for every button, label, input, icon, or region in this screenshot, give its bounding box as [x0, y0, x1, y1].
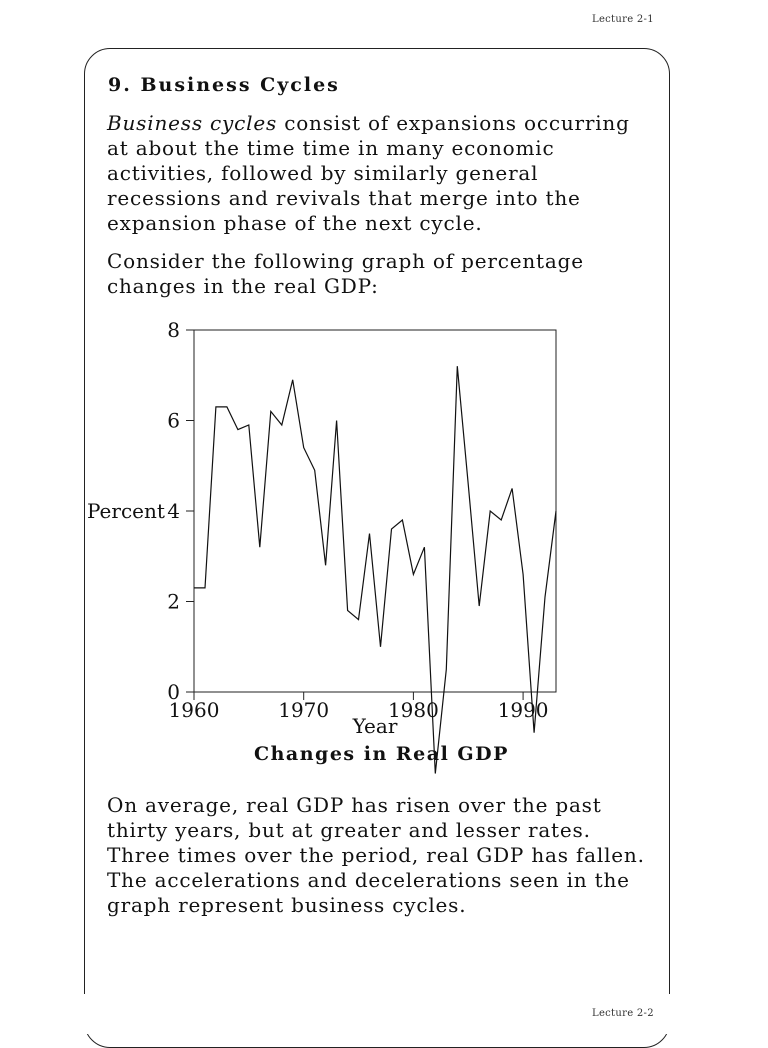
graph-intro-paragraph: Consider the following graph of percentage changes in the real GDP:: [107, 249, 584, 298]
y-axis: [167, 318, 194, 704]
x-axis-label: Year: [352, 714, 398, 738]
y-axis-label: Percent: [87, 499, 165, 523]
x-tick-label: 1990: [497, 698, 549, 722]
y-tick-label: 8: [167, 318, 180, 342]
x-tick-label: 1970: [278, 698, 330, 722]
definition-text: consist of expansions occurring at about the time time in many economic activities, followed by similarly general recessions and revivals that merge into the expansion phase of the next cycle.: [107, 111, 630, 235]
x-tick-label: 1980: [387, 698, 439, 722]
y-tick-label: 0: [167, 680, 180, 704]
y-tick-label: 2: [167, 589, 180, 614]
definition-term: Business cycles: [107, 111, 278, 135]
y-tick-label: 6: [167, 408, 180, 433]
section-title: 9. Business Cycles: [108, 74, 340, 96]
page-footer-label: Lecture 2-2: [592, 1008, 654, 1019]
y-tick-label: 4: [167, 499, 180, 523]
summary-paragraph: On average, real GDP has risen over the past thirty years, but at greater and lesser rates. Three times over the period, real GDP has fallen. The accelerations and decelerations seen in the graph represent business cycles.: [107, 793, 645, 917]
plot-frame: [194, 330, 556, 692]
chart-title: Changes in Real GDP: [254, 743, 509, 765]
page-header-label: Lecture 2-1: [592, 14, 654, 25]
x-tick-label: 1960: [168, 698, 220, 722]
